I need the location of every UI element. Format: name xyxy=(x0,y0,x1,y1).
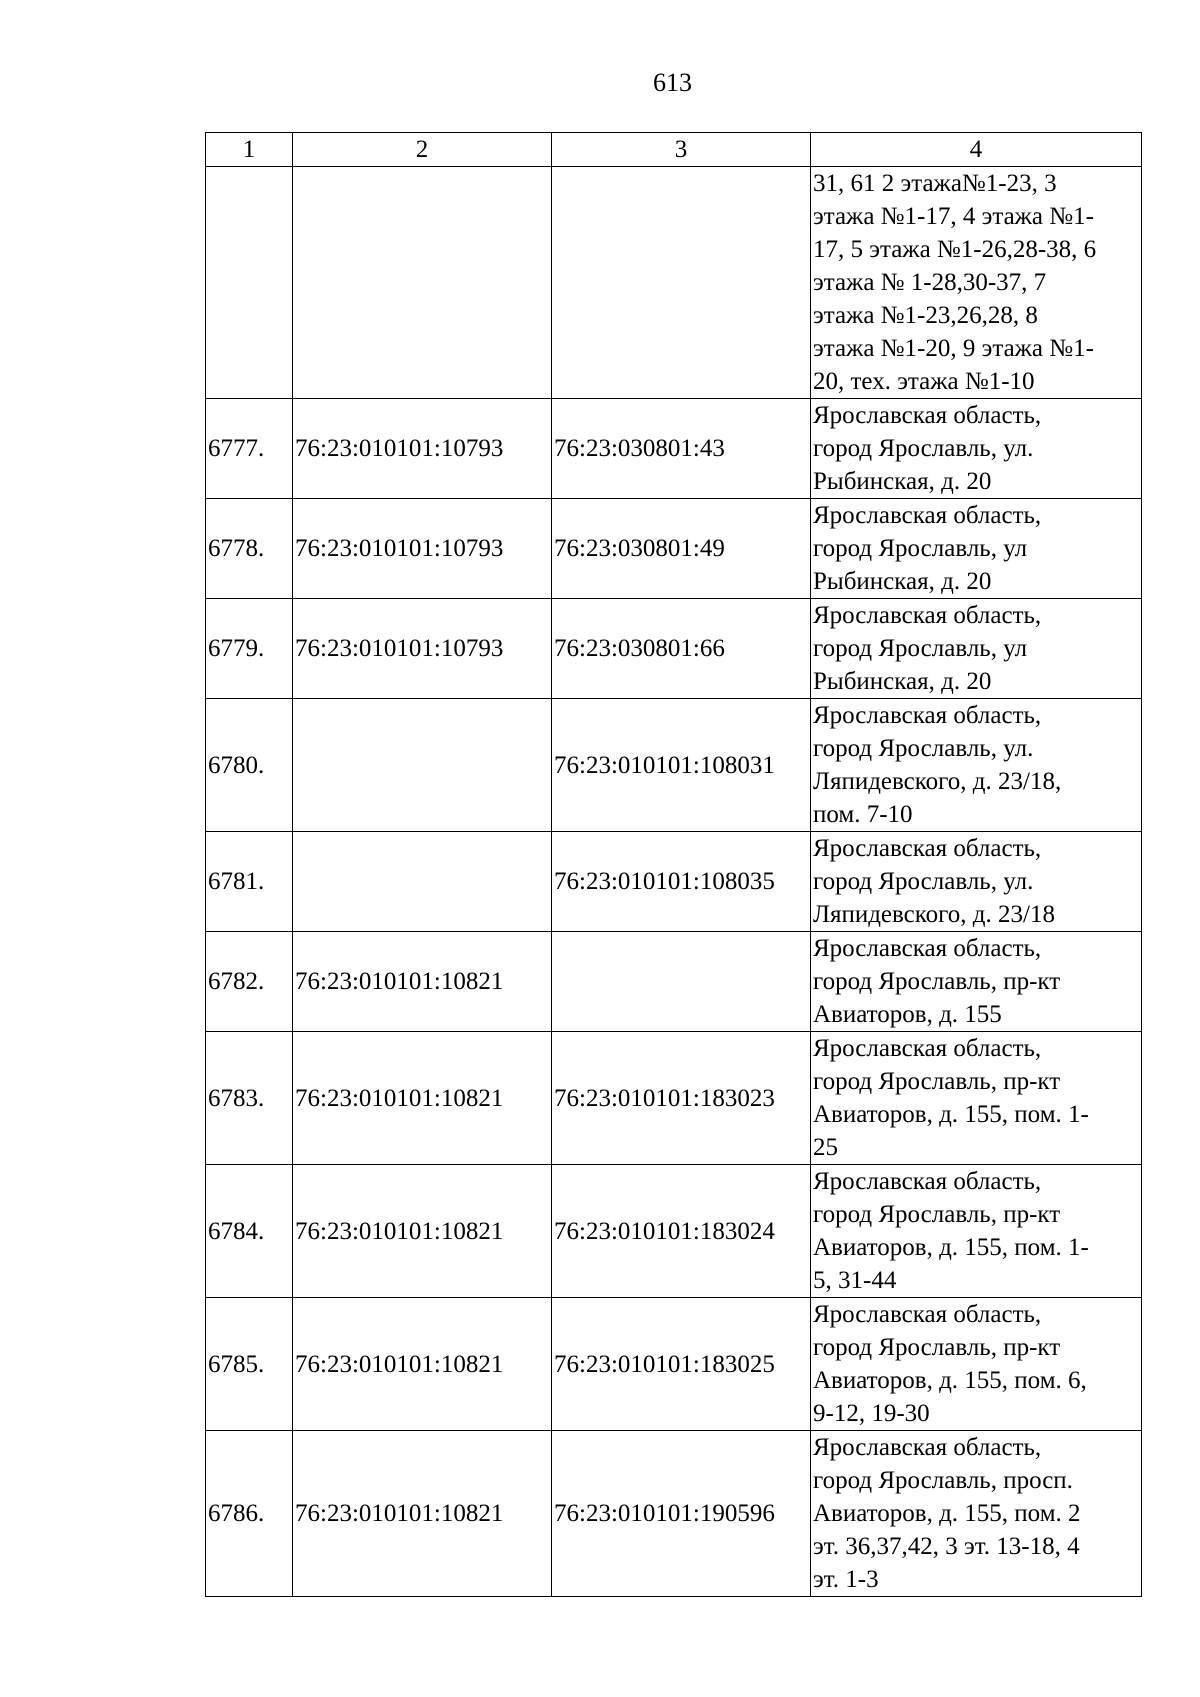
address-cell xyxy=(811,1165,1142,1298)
address-line: Рыбинская, д. 20 xyxy=(813,568,992,595)
address-line: Ярославская область, xyxy=(813,835,1042,862)
address-line: Ярославская область, xyxy=(813,402,1042,429)
object-number-cell: 76:23:010101:108035 xyxy=(552,832,811,932)
address-line: Рыбинская, д. 20 xyxy=(813,468,992,495)
object-number-cell: 76:23:010101:183024 xyxy=(552,1165,811,1298)
address-line: Ярославская область, xyxy=(813,1301,1042,1328)
address-line: Авиаторов, д. 155, пом. 1- xyxy=(813,1101,1089,1128)
row-number-cell xyxy=(206,167,293,399)
page-number: 613 xyxy=(653,68,692,97)
cadastral-number-cell xyxy=(293,167,552,399)
object-number-cell: 76:23:010101:108031 xyxy=(552,699,811,832)
table-row-continuation xyxy=(206,167,1142,399)
header-col-3: 3 xyxy=(552,133,811,167)
address-cell xyxy=(811,599,1142,699)
address-line: Авиаторов, д. 155, пом. 1- xyxy=(813,1234,1089,1261)
row-number-cell: 6783. xyxy=(206,1032,293,1165)
header-col-2: 2 xyxy=(293,133,552,167)
table-header-row xyxy=(206,133,1142,167)
row-number-cell: 6778. xyxy=(206,499,293,599)
address-line: Ляпидевского, д. 23/18, xyxy=(813,768,1062,795)
address-cell xyxy=(811,932,1142,1032)
row-number-cell: 6779. xyxy=(206,599,293,699)
row-number-cell: 6785. xyxy=(206,1298,293,1431)
address-line: Рыбинская, д. 20 xyxy=(813,668,992,695)
table-row xyxy=(206,399,1142,499)
address-cell xyxy=(811,1431,1142,1597)
address-line: 9-12, 19-30 xyxy=(813,1400,930,1427)
object-number-cell xyxy=(552,932,811,1032)
object-number-cell: 76:23:010101:183025 xyxy=(552,1298,811,1431)
object-number-cell: 76:23:010101:190596 xyxy=(552,1431,811,1597)
table-row xyxy=(206,1165,1142,1298)
row-number-cell: 6782. xyxy=(206,932,293,1032)
address-line: этажа №1-20, 9 этажа №1- xyxy=(813,335,1094,362)
address-line: Ярославская область, xyxy=(813,702,1042,729)
address-line: Ярославская область, xyxy=(813,1168,1042,1195)
address-line: город Ярославль, ул. xyxy=(813,735,1034,762)
cadastral-number-cell: 76:23:010101:10793 xyxy=(293,499,552,599)
object-number-cell: 76:23:030801:43 xyxy=(552,399,811,499)
address-line: эт. 36,37,42, 3 эт. 13-18, 4 xyxy=(813,1533,1080,1560)
address-line: этажа №1-23,26,28, 8 xyxy=(813,302,1038,329)
address-line: город Ярославль, ул. xyxy=(813,435,1034,462)
row-number-cell: 6784. xyxy=(206,1165,293,1298)
address-cell xyxy=(811,399,1142,499)
cadastral-number-cell: 76:23:010101:10821 xyxy=(293,932,552,1032)
cadastral-number-cell: 76:23:010101:10821 xyxy=(293,1431,552,1597)
cadastral-number-cell: 76:23:010101:10821 xyxy=(293,1298,552,1431)
address-line: 20, тех. этажа №1-10 xyxy=(813,368,1035,395)
header-col-4: 4 xyxy=(811,133,1142,167)
table-row xyxy=(206,832,1142,932)
address-line: Авиаторов, д. 155 xyxy=(813,1001,1002,1028)
table-row xyxy=(206,499,1142,599)
cadastral-number-cell: 76:23:010101:10793 xyxy=(293,399,552,499)
row-number-cell: 6781. xyxy=(206,832,293,932)
address-line: город Ярославль, просп. xyxy=(813,1467,1073,1494)
cadastral-table xyxy=(205,132,1142,1597)
address-line: Ярославская область, xyxy=(813,935,1042,962)
object-number-cell: 76:23:030801:49 xyxy=(552,499,811,599)
object-number-cell: 76:23:030801:66 xyxy=(552,599,811,699)
address-line: Авиаторов, д. 155, пом. 2 xyxy=(813,1500,1081,1527)
address-cell xyxy=(811,1298,1142,1431)
address-line: город Ярославль, пр-кт xyxy=(813,1201,1061,1228)
cadastral-number-cell: 76:23:010101:10821 xyxy=(293,1032,552,1165)
cadastral-number-cell: 76:23:010101:10793 xyxy=(293,599,552,699)
address-cell xyxy=(811,699,1142,832)
table-row xyxy=(206,932,1142,1032)
address-line: город Ярославль, пр-кт xyxy=(813,968,1061,995)
address-line: Авиаторов, д. 155, пом. 6, xyxy=(813,1367,1087,1394)
address-line: город Ярославль, пр-кт xyxy=(813,1068,1061,1095)
address-line: этажа №1-17, 4 этажа №1- xyxy=(813,203,1094,230)
table-row xyxy=(206,1298,1142,1431)
address-line: Ярославская область, xyxy=(813,502,1042,529)
table-row xyxy=(206,699,1142,832)
row-number-cell: 6780. xyxy=(206,699,293,832)
address-cell xyxy=(811,499,1142,599)
table-row xyxy=(206,599,1142,699)
row-number-cell: 6777. xyxy=(206,399,293,499)
address-line: пом. 7-10 xyxy=(813,801,913,828)
address-line: Ляпидевского, д. 23/18 xyxy=(813,901,1055,928)
address-line: город Ярославль, пр-кт xyxy=(813,1334,1061,1361)
row-number-cell: 6786. xyxy=(206,1431,293,1597)
address-line: Ярославская область, xyxy=(813,602,1042,629)
address-line: Ярославская область, xyxy=(813,1434,1042,1461)
object-number-cell: 76:23:010101:183023 xyxy=(552,1032,811,1165)
address-cell xyxy=(811,832,1142,932)
cadastral-number-cell xyxy=(293,832,552,932)
table-row xyxy=(206,1032,1142,1165)
address-line: Ярославская область, xyxy=(813,1035,1042,1062)
address-line: город Ярославль, ул xyxy=(813,635,1028,662)
address-line: эт. 1-3 xyxy=(813,1566,879,1593)
address-cell xyxy=(811,1032,1142,1165)
address-cell xyxy=(811,167,1142,399)
address-line: 17, 5 этажа №1-26,28-38, 6 xyxy=(813,236,1097,263)
address-line: 25 xyxy=(813,1134,838,1161)
table-row xyxy=(206,1431,1142,1597)
address-line: город Ярославль, ул. xyxy=(813,868,1034,895)
address-line: этажа № 1-28,30-37, 7 xyxy=(813,269,1047,296)
object-number-cell xyxy=(552,167,811,399)
cadastral-number-cell: 76:23:010101:10821 xyxy=(293,1165,552,1298)
address-line: город Ярославль, ул xyxy=(813,535,1028,562)
cadastral-number-cell xyxy=(293,699,552,832)
address-line: 5, 31-44 xyxy=(813,1267,897,1294)
header-col-1: 1 xyxy=(206,133,293,167)
address-line: 31, 61 2 этажа№1-23, 3 xyxy=(813,170,1057,197)
